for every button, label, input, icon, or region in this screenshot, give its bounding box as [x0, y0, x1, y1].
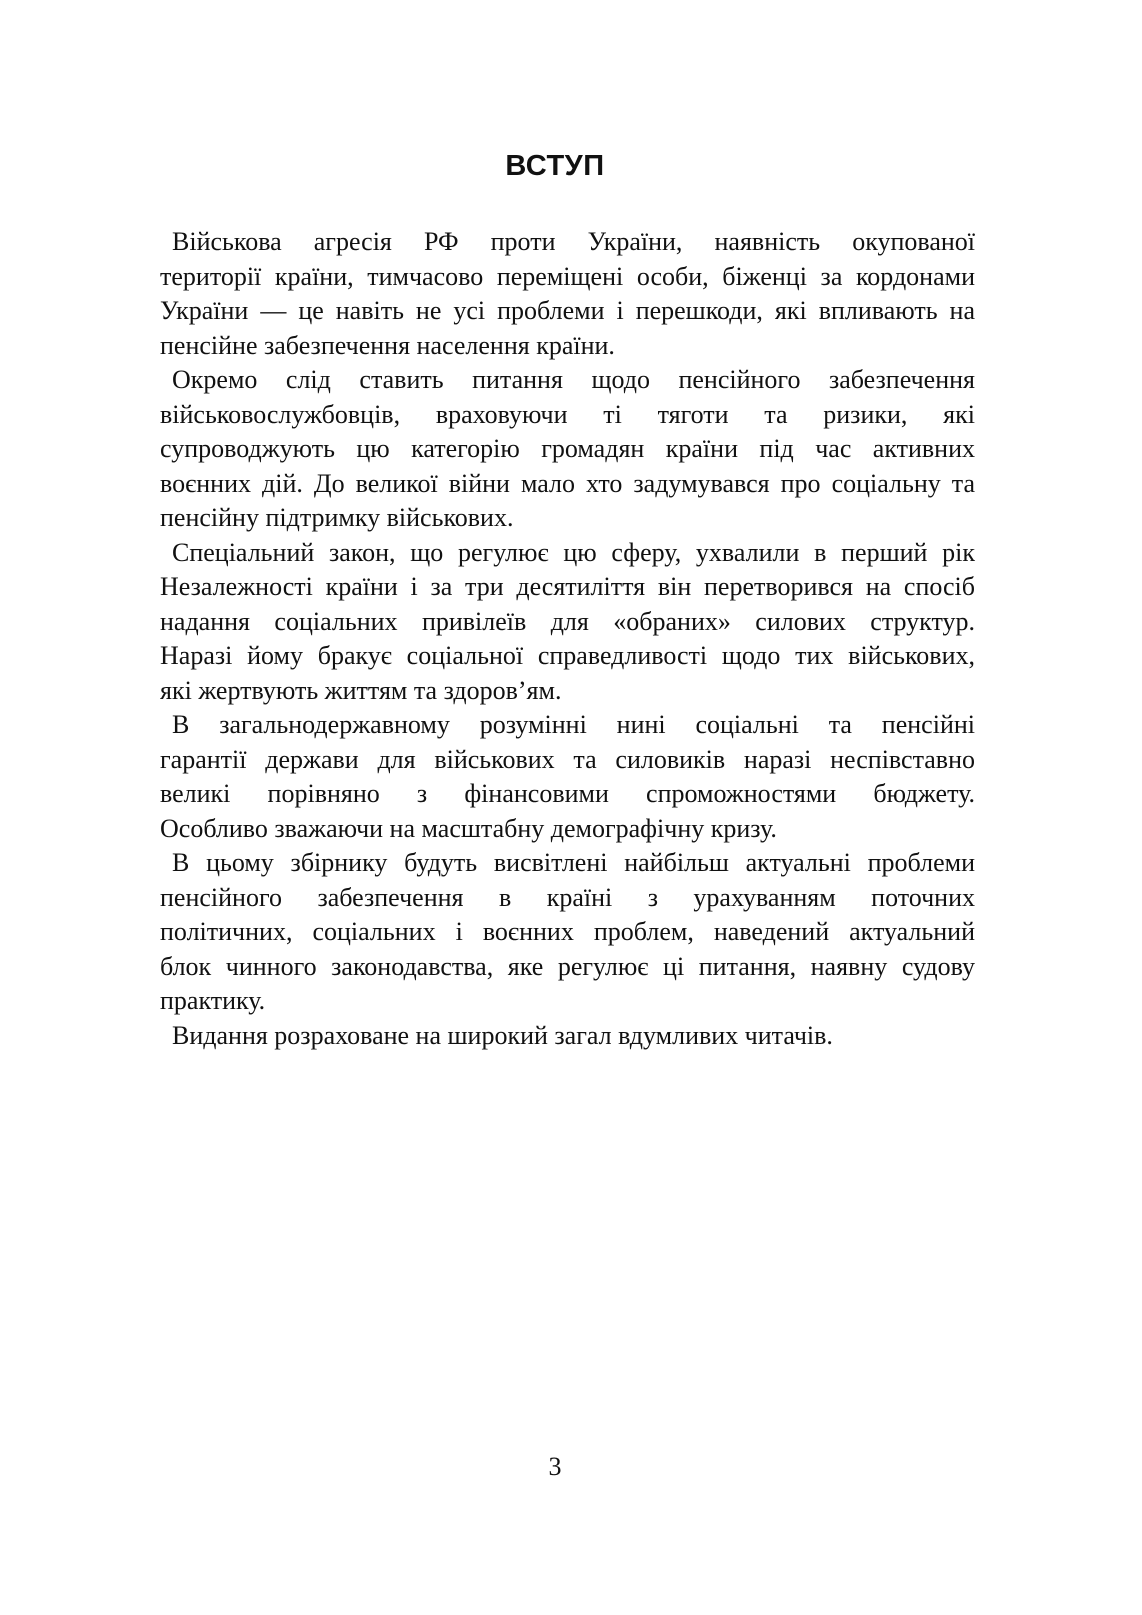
text-line: пенсійну підтримку військових.: [160, 503, 514, 532]
text-line: В цьому збірнику будуть висвітлені найбільш актуальні проблеми: [172, 848, 975, 877]
page-number: 3: [548, 1452, 562, 1481]
text-line: супроводжують цю категорію громадян країни під час активних: [160, 434, 975, 463]
text-line: пенсійного забезпечення в країні з урахуванням поточних: [160, 882, 975, 912]
text-line: великі порівняно з фінансовими спроможностями бюджету.: [160, 779, 975, 808]
text-line: Спеціальний закон, що регулює цю сферу, ухвалили в перший рік: [172, 537, 975, 567]
paragraph: [160, 846, 975, 1019]
text-line: Особливо зважаючи на масштабну демографічну кризу.: [160, 813, 777, 843]
text-line: Незалежності країни і за три десятиліття він перетворився на спосіб: [160, 572, 975, 601]
text-line: Наразі йому бракує соціальної справедливості щодо тих військових,: [160, 641, 975, 670]
page-title: ВСТУП: [505, 150, 605, 182]
text-line: території країни, тимчасово переміщені особи, біженці за кордонами: [160, 261, 975, 291]
text-line: Видання розраховане на широкий загал вдумливих читачів.: [172, 1020, 833, 1050]
text-line: Військова агресія РФ проти України, наявність окупованої: [172, 227, 975, 256]
text-line: надання соціальних привілеїв для «обраних» силових структур.: [160, 606, 975, 636]
text-line: України — це навіть не усі проблеми і перешкоди, які впливають на: [160, 296, 975, 325]
text-line: воєнних дій. До великої війни мало хто задумувався про соціальну та: [160, 468, 975, 498]
text-line: В загальнодержавному розумінні нині соціальні та пенсійні: [172, 710, 975, 739]
text-line: блок чинного законодавства, яке регулює ці питання, наявну судову: [160, 951, 975, 981]
paragraph: [160, 536, 975, 709]
text-line: практику.: [160, 986, 266, 1015]
text-line: військовослужбовців, враховуючи ті тяготи та ризики, які: [160, 399, 975, 429]
text-line: які жертвують життям та здоров’ям.: [160, 675, 562, 705]
text-line: Окремо слід ставить питання щодо пенсійного забезпечення: [172, 365, 975, 394]
paragraph: [160, 363, 975, 536]
paragraph: [160, 708, 975, 846]
text-line: пенсійне забезпечення населення країни.: [160, 330, 615, 360]
text-line: політичних, соціальних і воєнних проблем, наведений актуальний: [160, 917, 975, 946]
paragraph: [160, 1019, 975, 1054]
paragraph: [160, 225, 975, 363]
text-line: гарантії держави для військових та силовиків наразі неспівставно: [160, 744, 975, 774]
document-body: [160, 225, 975, 1053]
